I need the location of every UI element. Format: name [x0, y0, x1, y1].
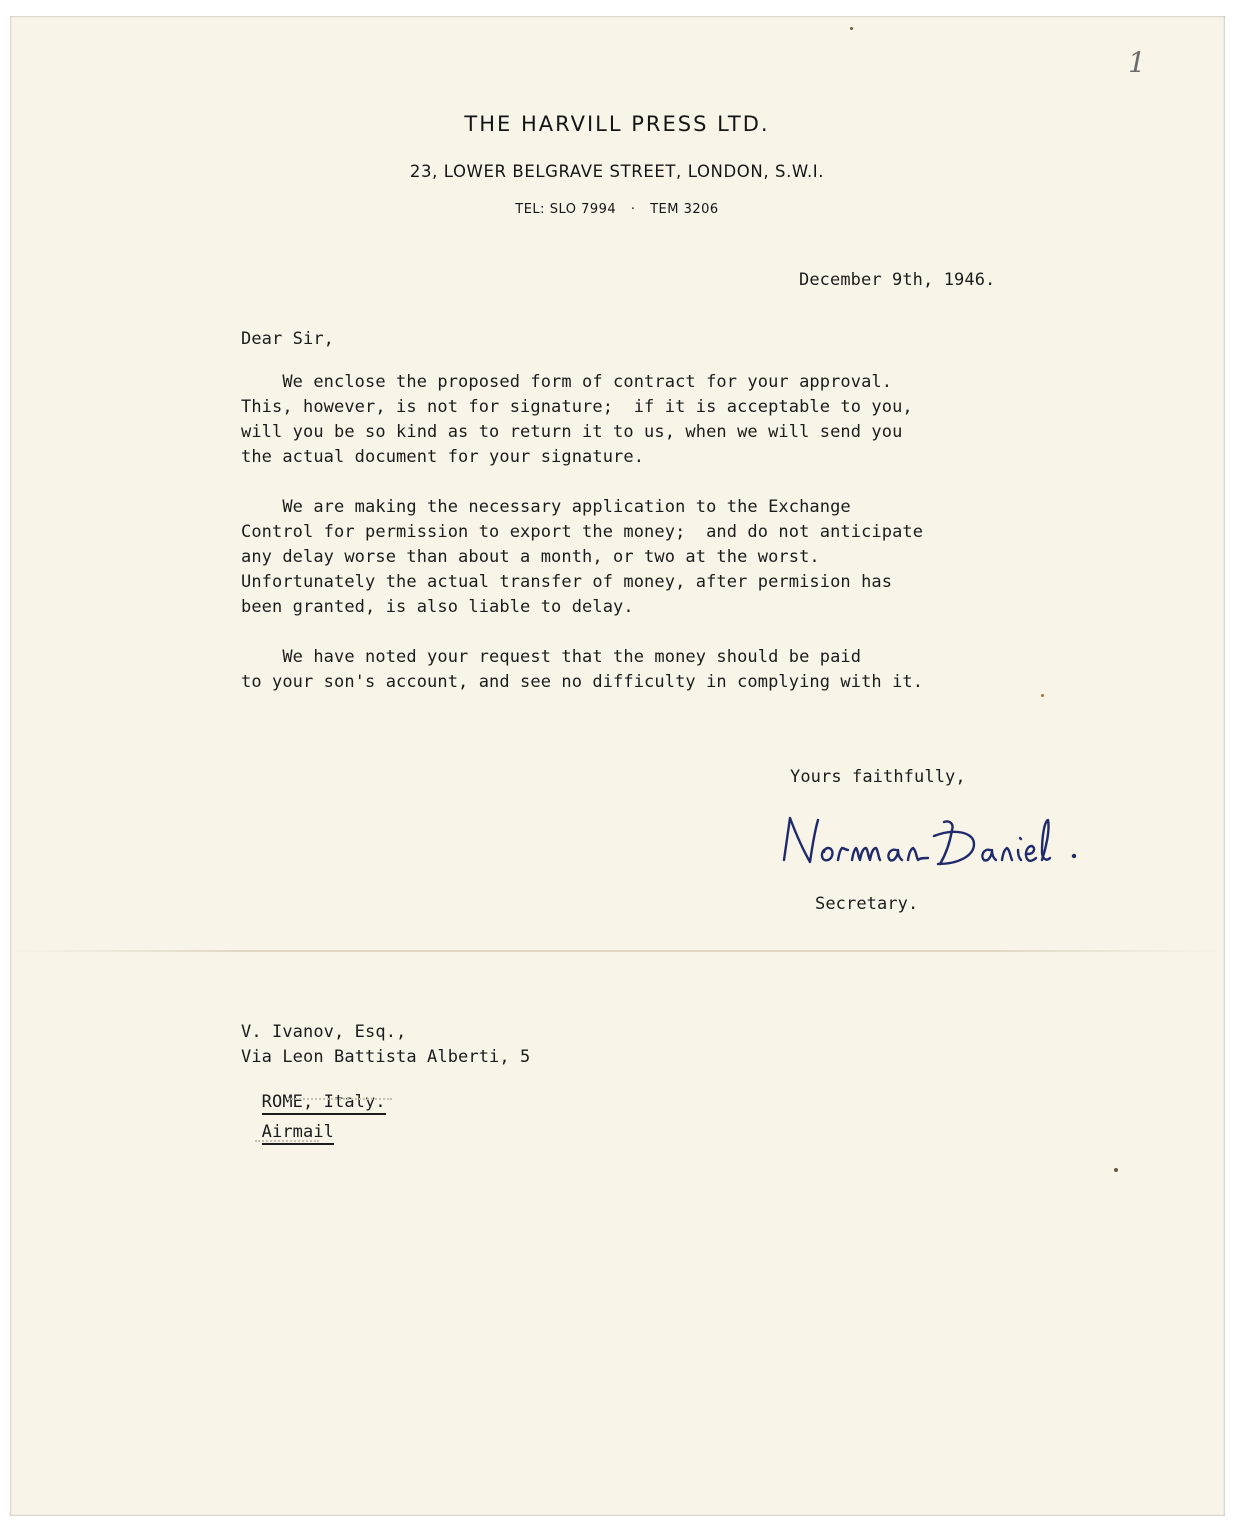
body-line: the actual document for your signature. [241, 447, 645, 467]
delivery-method: Airmail [262, 1122, 334, 1145]
company-name: THE HARVILL PRESS LTD. [464, 112, 770, 136]
body-line: We enclose the proposed form of contract for your approval. [241, 372, 893, 392]
company-telephone [0, 202, 1234, 217]
body-line: Control for permission to export the money; and do not anticipate [241, 522, 924, 542]
recipient-name: V. Ivanov, Esq., [241, 1022, 407, 1042]
body-line: any delay worse than about a month, or two at the worst. [241, 547, 820, 567]
tel-number-2: TEM 3206 [650, 202, 719, 217]
paper-speck [1114, 1168, 1118, 1172]
body-line: We are making the necessary application to the Exchange [241, 497, 851, 517]
company-address: 23, LOWER BELGRAVE STREET, LONDON, S.W.I. [409, 162, 825, 181]
paper-fold-line [10, 950, 1225, 952]
delivery-line [241, 1102, 334, 1142]
handwritten-signature [778, 808, 1108, 883]
letter-paper [10, 16, 1225, 1516]
page-number: 1 [1128, 46, 1146, 79]
dotted-rule [255, 1140, 319, 1142]
body-line: to your son's account, and see no difficulty in complying with it. [241, 672, 924, 692]
signatory-title: Secretary. [815, 894, 919, 914]
body-line: We have noted your request that the money should be paid [241, 647, 862, 667]
recipient-street: Via Leon Battista Alberti, 5 [241, 1047, 531, 1067]
body-line: will you be so kind as to return it to us, when we will send you [241, 422, 903, 442]
letter-date: December 9th, 1946. [799, 270, 996, 290]
closing: Yours faithfully, [790, 767, 966, 787]
tel-separator: · [630, 202, 636, 217]
body-line: been granted, is also liable to delay. [241, 597, 634, 617]
body-line: Unfortunately the actual transfer of money, after permision has [241, 572, 893, 592]
salutation: Dear Sir, [241, 329, 335, 349]
body-line: This, however, is not for signature; if it is acceptable to you, [241, 397, 913, 417]
paper-speck [850, 27, 853, 30]
dotted-rule [288, 1098, 392, 1100]
paper-speck [1041, 694, 1044, 697]
tel-number-1: SLO 7994 [549, 202, 617, 217]
tel-label: TEL: [515, 202, 546, 217]
recipient-city: ROME, Italy. [262, 1092, 386, 1115]
